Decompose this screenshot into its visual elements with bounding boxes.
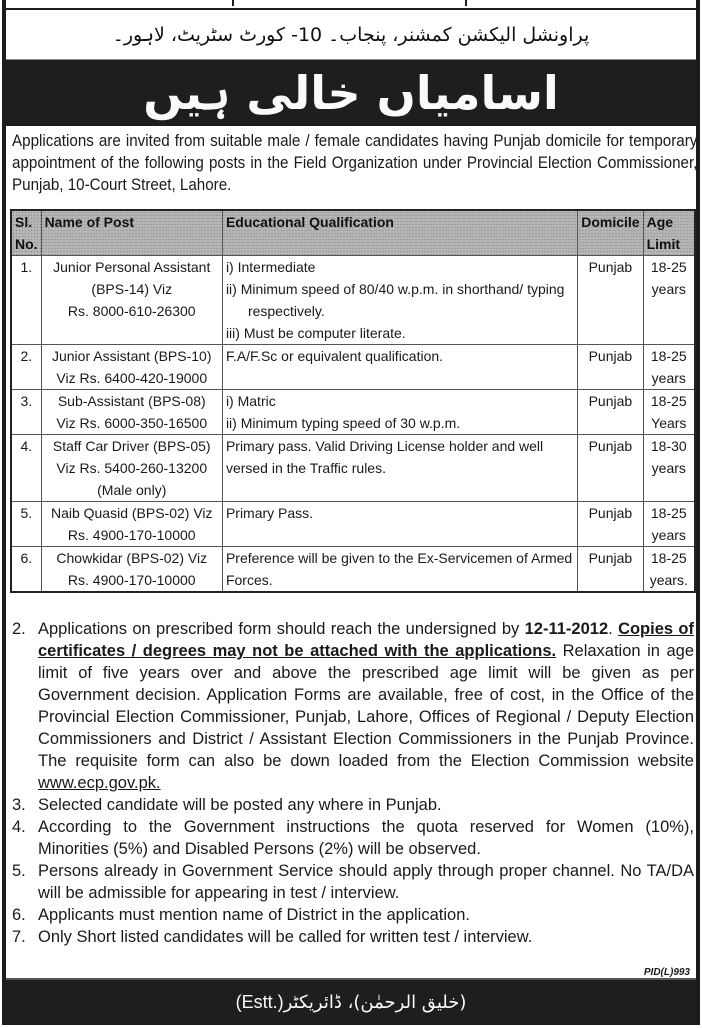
cell-qualification: Primary Pass. xyxy=(222,502,577,547)
director-signature: (خلیق الرحمٰن)، ڈائریکٹر xyxy=(283,992,467,1013)
cell-domicile: Punjab xyxy=(578,547,643,593)
table-row xyxy=(11,256,695,345)
cell-qualification: i) Matric ii) Minimum typing speed of 30 w.p.m. xyxy=(222,390,577,435)
deadline-date: 12-11-2012 xyxy=(524,620,609,638)
top-divider-mark xyxy=(465,0,467,6)
table-row xyxy=(11,435,695,502)
intro-paragraph: Applications are invited from suitable male / female candidates having Punjab domicile for temporary appointment of the following posts in the Field Organization under Provincial Election Commissioner, Punjab, 10-Court Street, Lahore. xyxy=(12,132,698,194)
cell-qualification: F.A/F.Sc or equivalent qualification. xyxy=(222,345,577,390)
urdu-address-header: پراونشل الیکشن کمشنر، پنجاب۔ 10- کورٹ سٹریٹ، لاہور۔ xyxy=(6,8,696,60)
designation-estt: (Estt.) xyxy=(235,992,284,1012)
header-qualification: Educational Qualification xyxy=(222,210,577,256)
cell-post: Junior Personal Assistant (BPS-14) Viz Rs. 8000-610-26300 xyxy=(41,256,222,345)
cell-age: 18-30 years xyxy=(643,435,695,502)
posts-table xyxy=(10,209,696,593)
cell-age: 18-25 years xyxy=(643,256,695,345)
cell-post: Junior Assistant (BPS-10) Viz Rs. 6400-420-19000 xyxy=(41,345,222,390)
cell-sl: 5. xyxy=(11,502,41,547)
vacancies-banner: اسامیاں خالی ہیں xyxy=(6,60,696,126)
note-5: 5. Persons already in Government Service should apply through proper channel. No TA/DA will be admissible for appearing in test / interview. xyxy=(12,862,694,902)
table-row xyxy=(11,502,695,547)
cell-qualification: Preference will be given to the Ex-Servicemen of Armed Forces. xyxy=(222,547,577,593)
cell-sl: 4. xyxy=(11,435,41,502)
cell-age: 18-25 years xyxy=(643,502,695,547)
ecp-website-link[interactable]: www.ecp.gov.pk. xyxy=(38,774,161,792)
note-2: 2. Applications on prescribed form should reach the undersigned by 12-11-2012. Copies of certificates / degrees may not be attached with the applications. Relaxation in age limit of five years over and above the prescribed age limit will be given as per Government decision. Application Forms are available, free of cost, in the Office of the Provincial Election Commissioner, Punjab, Lahore, Offices of Regional / Deputy Election Commissioners and District / Assistant Election Commissioners in the Punjab Province. The requisite form can also be down loaded from the Election Commission website www.ecp.gov.pk. xyxy=(12,620,694,792)
table-row xyxy=(11,547,695,593)
header-age-limit: Age Limit xyxy=(643,210,695,256)
cell-domicile: Punjab xyxy=(578,435,643,502)
cell-post: Staff Car Driver (BPS-05) Viz Rs. 5400-260-13200 (Male only) xyxy=(41,435,222,502)
top-divider-mark xyxy=(232,0,234,6)
cell-post: Sub-Assistant (BPS-08) Viz Rs. 6000-350-16500 xyxy=(41,390,222,435)
header-domicile: Domicile xyxy=(578,210,643,256)
notes-list xyxy=(12,618,694,948)
cell-domicile: Punjab xyxy=(578,345,643,390)
cell-domicile: Punjab xyxy=(578,390,643,435)
cell-qualification: Primary pass. Valid Driving License holder and well versed in the Traffic rules. xyxy=(222,435,577,502)
cell-sl: 2. xyxy=(11,345,41,390)
pid-code: PID(L)993 xyxy=(643,967,690,978)
signature-footer xyxy=(6,978,696,1025)
cell-age: 18-25 years. xyxy=(643,547,695,593)
cell-qualification: i) Intermediate ii) Minimum speed of 80/40 w.p.m. in shorthand/ typing respectively. iii) Must be computer literate. xyxy=(222,256,577,345)
cell-sl: 1. xyxy=(11,256,41,345)
note-4: 4. According to the Government instructions the quota reserved for Women (10%), Minorities (5%) and Disabled Persons (2%) will be observed. xyxy=(12,818,694,858)
cell-post: Naib Quasid (BPS-02) Viz Rs. 4900-170-10000 xyxy=(41,502,222,547)
no-attachments-warning: Copies of certificates / degrees may not be attached with the applications. xyxy=(38,620,694,660)
header-name-of-post: Name of Post xyxy=(41,210,222,256)
table-row xyxy=(11,390,695,435)
cell-sl: 6. xyxy=(11,547,41,593)
table-row xyxy=(11,345,695,390)
table-header-row xyxy=(11,210,695,256)
cell-age: 18-25 Years xyxy=(643,390,695,435)
header-sl-no: Sl. No. xyxy=(11,210,41,256)
cell-age: 18-25 years xyxy=(643,345,695,390)
cell-domicile: Punjab xyxy=(578,502,643,547)
advertisement-page xyxy=(2,0,700,1025)
cell-domicile: Punjab xyxy=(578,256,643,345)
note-7: 7. Only Short listed candidates will be called for written test / interview. xyxy=(12,928,533,946)
note-6: 6. Applicants must mention name of District in the application. xyxy=(12,906,470,924)
cell-post: Chowkidar (BPS-02) Viz Rs. 4900-170-10000 xyxy=(41,547,222,593)
cell-sl: 3. xyxy=(11,390,41,435)
note-3: 3. Selected candidate will be posted any where in Punjab. xyxy=(12,796,442,814)
